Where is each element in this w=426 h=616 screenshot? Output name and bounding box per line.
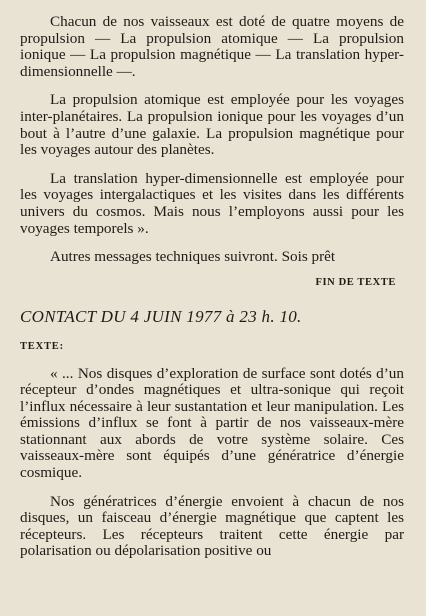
- paragraph-generatrices: Nos génératrices d’énergie envoient à chacun de nos disques, un faisceau d’énergie magnétique que captent les récepteurs. Les récepteurs traitent cette énergie par polarisation ou dépolarisation positive ou: [20, 492, 404, 560]
- paragraph-translation: La translation hyper-dimensionnelle est employée pour les voyages intergalactiques et les visites dans les différents univers du cosmos. Mais nous l’employons aussi pour les voyages temporels ».: [20, 169, 404, 237]
- text-label: TEXTE:: [20, 340, 64, 352]
- end-of-text-label: FIN DE TEXTE: [315, 276, 396, 288]
- paragraph-propulsion-intro: Chacun de nos vaisseaux est doté de quatre moyens de propulsion — La propulsion atomique — La propulsion ionique — La propulsion magnétique — La translation hyper-dimensionnelle —.: [20, 13, 404, 80]
- paragraph-propulsion-uses: La propulsion atomique est employée pour les voyages inter-planétaires. La propulsion ionique pour les voyages d’un bout à l’autre d’une galaxie. La propulsion magnétique pour les voyages autour des planètes.: [20, 91, 404, 159]
- paragraph-disques: « ... Nos disques d’exploration de surface sont dotés d’un récepteur d’ondes magnétiques et ultra-sonique qui reçoit l’influx nécessaire à leur sustantation et leur manipulation. Les émissions d’influx se font à partir de nos vaisseaux-mère stationnant aux abords de votre système solaire. Ces vaisseaux-mère sont équipés d’une génératrice d’énergie cosmique.: [20, 364, 404, 482]
- paragraph-closing: Autres messages techniques suivront. Sois prêt: [50, 248, 336, 266]
- contact-heading: CONTACT DU 4 JUIN 1977 à 23 h. 10.: [20, 307, 302, 327]
